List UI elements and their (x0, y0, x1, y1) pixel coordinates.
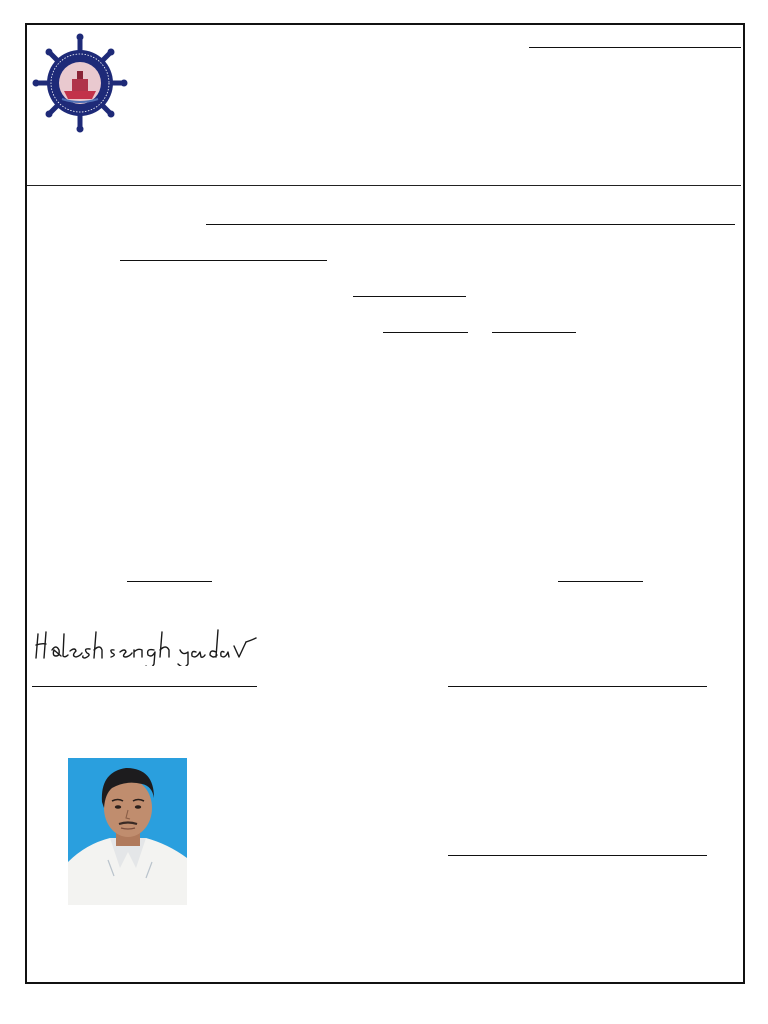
field-line-3 (353, 296, 466, 297)
signature-line-bottom (448, 855, 707, 856)
header-reference-line (529, 47, 741, 48)
field-line-4 (383, 332, 468, 333)
header-divider (27, 185, 741, 186)
field-line-7 (558, 581, 643, 582)
signature-line-right (448, 686, 707, 687)
passport-photo-icon (68, 758, 187, 905)
field-line-5 (492, 332, 576, 333)
field-line-2 (120, 260, 327, 261)
field-line-1 (206, 224, 735, 225)
ship-wheel-logo-icon (32, 33, 128, 133)
signature-line-left (32, 686, 257, 687)
field-line-6 (127, 581, 212, 582)
handwritten-signature-icon (30, 612, 258, 666)
